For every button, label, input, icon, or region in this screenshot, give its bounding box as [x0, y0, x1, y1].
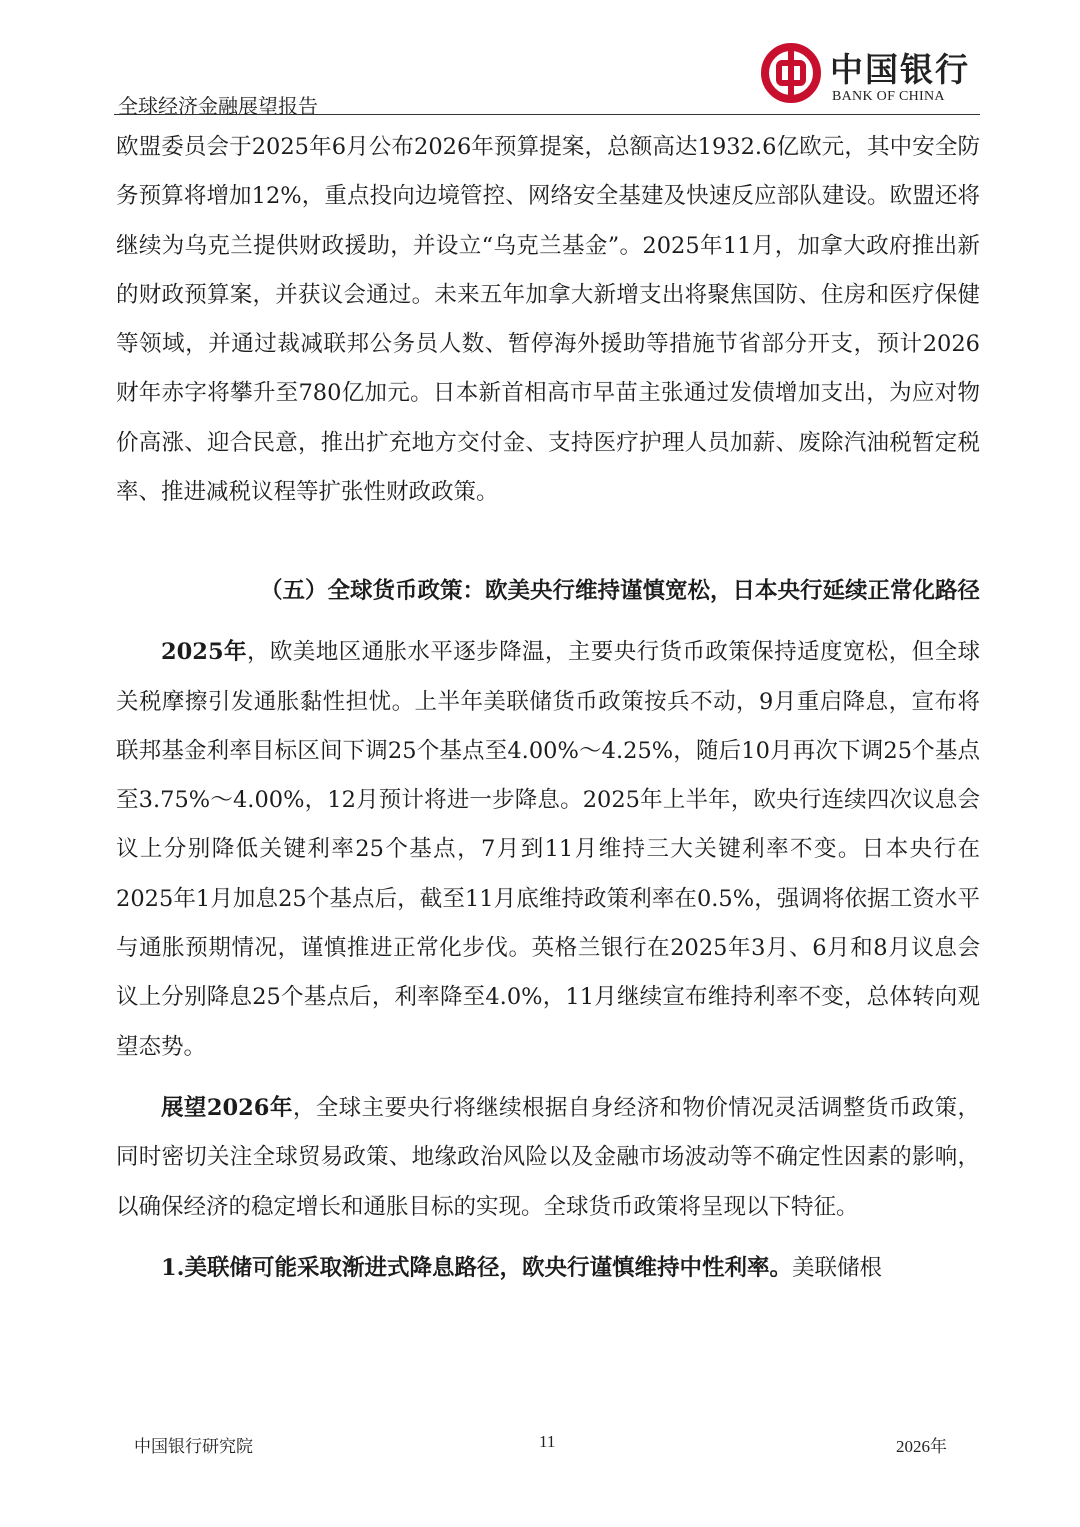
logo-english-name: BANK OF CHINA	[832, 89, 945, 104]
footer-page-number: 11	[539, 1432, 556, 1451]
paragraph-text: 美联储根	[792, 1254, 883, 1281]
body-text	[116, 123, 980, 1293]
bank-of-china-logo	[760, 42, 980, 108]
paragraph-lead: 展望2026年	[161, 1094, 293, 1121]
paragraph-2026-outlook	[116, 1084, 980, 1232]
section-heading-monetary-policy: （五）全球货币政策：欧美央行维持谨慎宽松，日本央行延续正常化路径	[259, 578, 980, 604]
logo-chinese-name: 中国银行	[830, 50, 970, 89]
report-title: 全球经济金融展望报告	[118, 94, 318, 118]
paragraph-fed-ecb	[116, 1244, 980, 1293]
header-divider	[114, 114, 980, 115]
paragraph-2025-review	[116, 628, 980, 1072]
paragraph-text: ，欧美地区通胀水平逐步降温，主要央行货币政策保持适度宽松，但全球关税摩擦引发通胀黏性担忧。上半年美联储货币政策按兵不动，9月重启降息，宣布将联邦基金利率目标区间下调25个基点至4.00%～4.25%，随后10月再次下调25个基点至3.75%～4.00%，12月预计将进一步降息。2025年上半年，欧央行连续四次议息会议上分别降低关键利率25个基点，7月到11月维持三大关键利率不变。日本央行在2025年1月加息25个基点后，截至11月底维持政策利率在0.5%，强调将依据工资水平与通胀预期情况，谨慎推进正常化步伐。英格兰银行在2025年3月、6月和8月议息会议上分别降息25个基点后，利率降至4.0%，11月继续宣布维持利率不变，总体转向观望态势。	[116, 639, 980, 1060]
footer-organization: 中国银行研究院	[134, 1437, 253, 1456]
footer-year: 2026年	[896, 1437, 947, 1456]
paragraph-lead: 2025年	[161, 639, 247, 666]
paragraph-lead: 1.美联储可能采取渐进式降息路径，欧央行谨慎维持中性利率。	[161, 1254, 792, 1281]
paragraph-fiscal-policy: 欧盟委员会于2025年6月公布2026年预算提案，总额高达1932.6亿欧元，其中安全防务预算将增加12%，重点投向边境管控、网络安全基建及快速反应部队建设。欧盟还将继续为乌克兰提供财政援助，并设立“乌克兰基金”。2025年11月，加拿大政府推出新的财政预算案，并获议会通过。未来五年加拿大新增支出将聚焦国防、住房和医疗保健等领域，并通过裁减联邦公务员人数、暂停海外援助等措施节省部分开支，预计2026财年赤字将攀升至780亿加元。日本新首相高市早苗主张通过发债增加支出，为应对物价高涨、迎合民意，推出扩充地方交付金、支持医疗护理人员加薪、废除汽油税暂定税率、推进减税议程等扩张性财政政策。	[116, 134, 980, 506]
paragraph-text: ，全球主要央行将继续根据自身经济和物价情况灵活调整货币政策，同时密切关注全球贸易政策、地缘政治风险以及金融市场波动等不确定性因素的影响，以确保经济的稳定增长和通胀目标的实现。全球货币政策将呈现以下特征。	[116, 1094, 980, 1220]
bank-of-china-emblem-icon	[760, 42, 822, 104]
